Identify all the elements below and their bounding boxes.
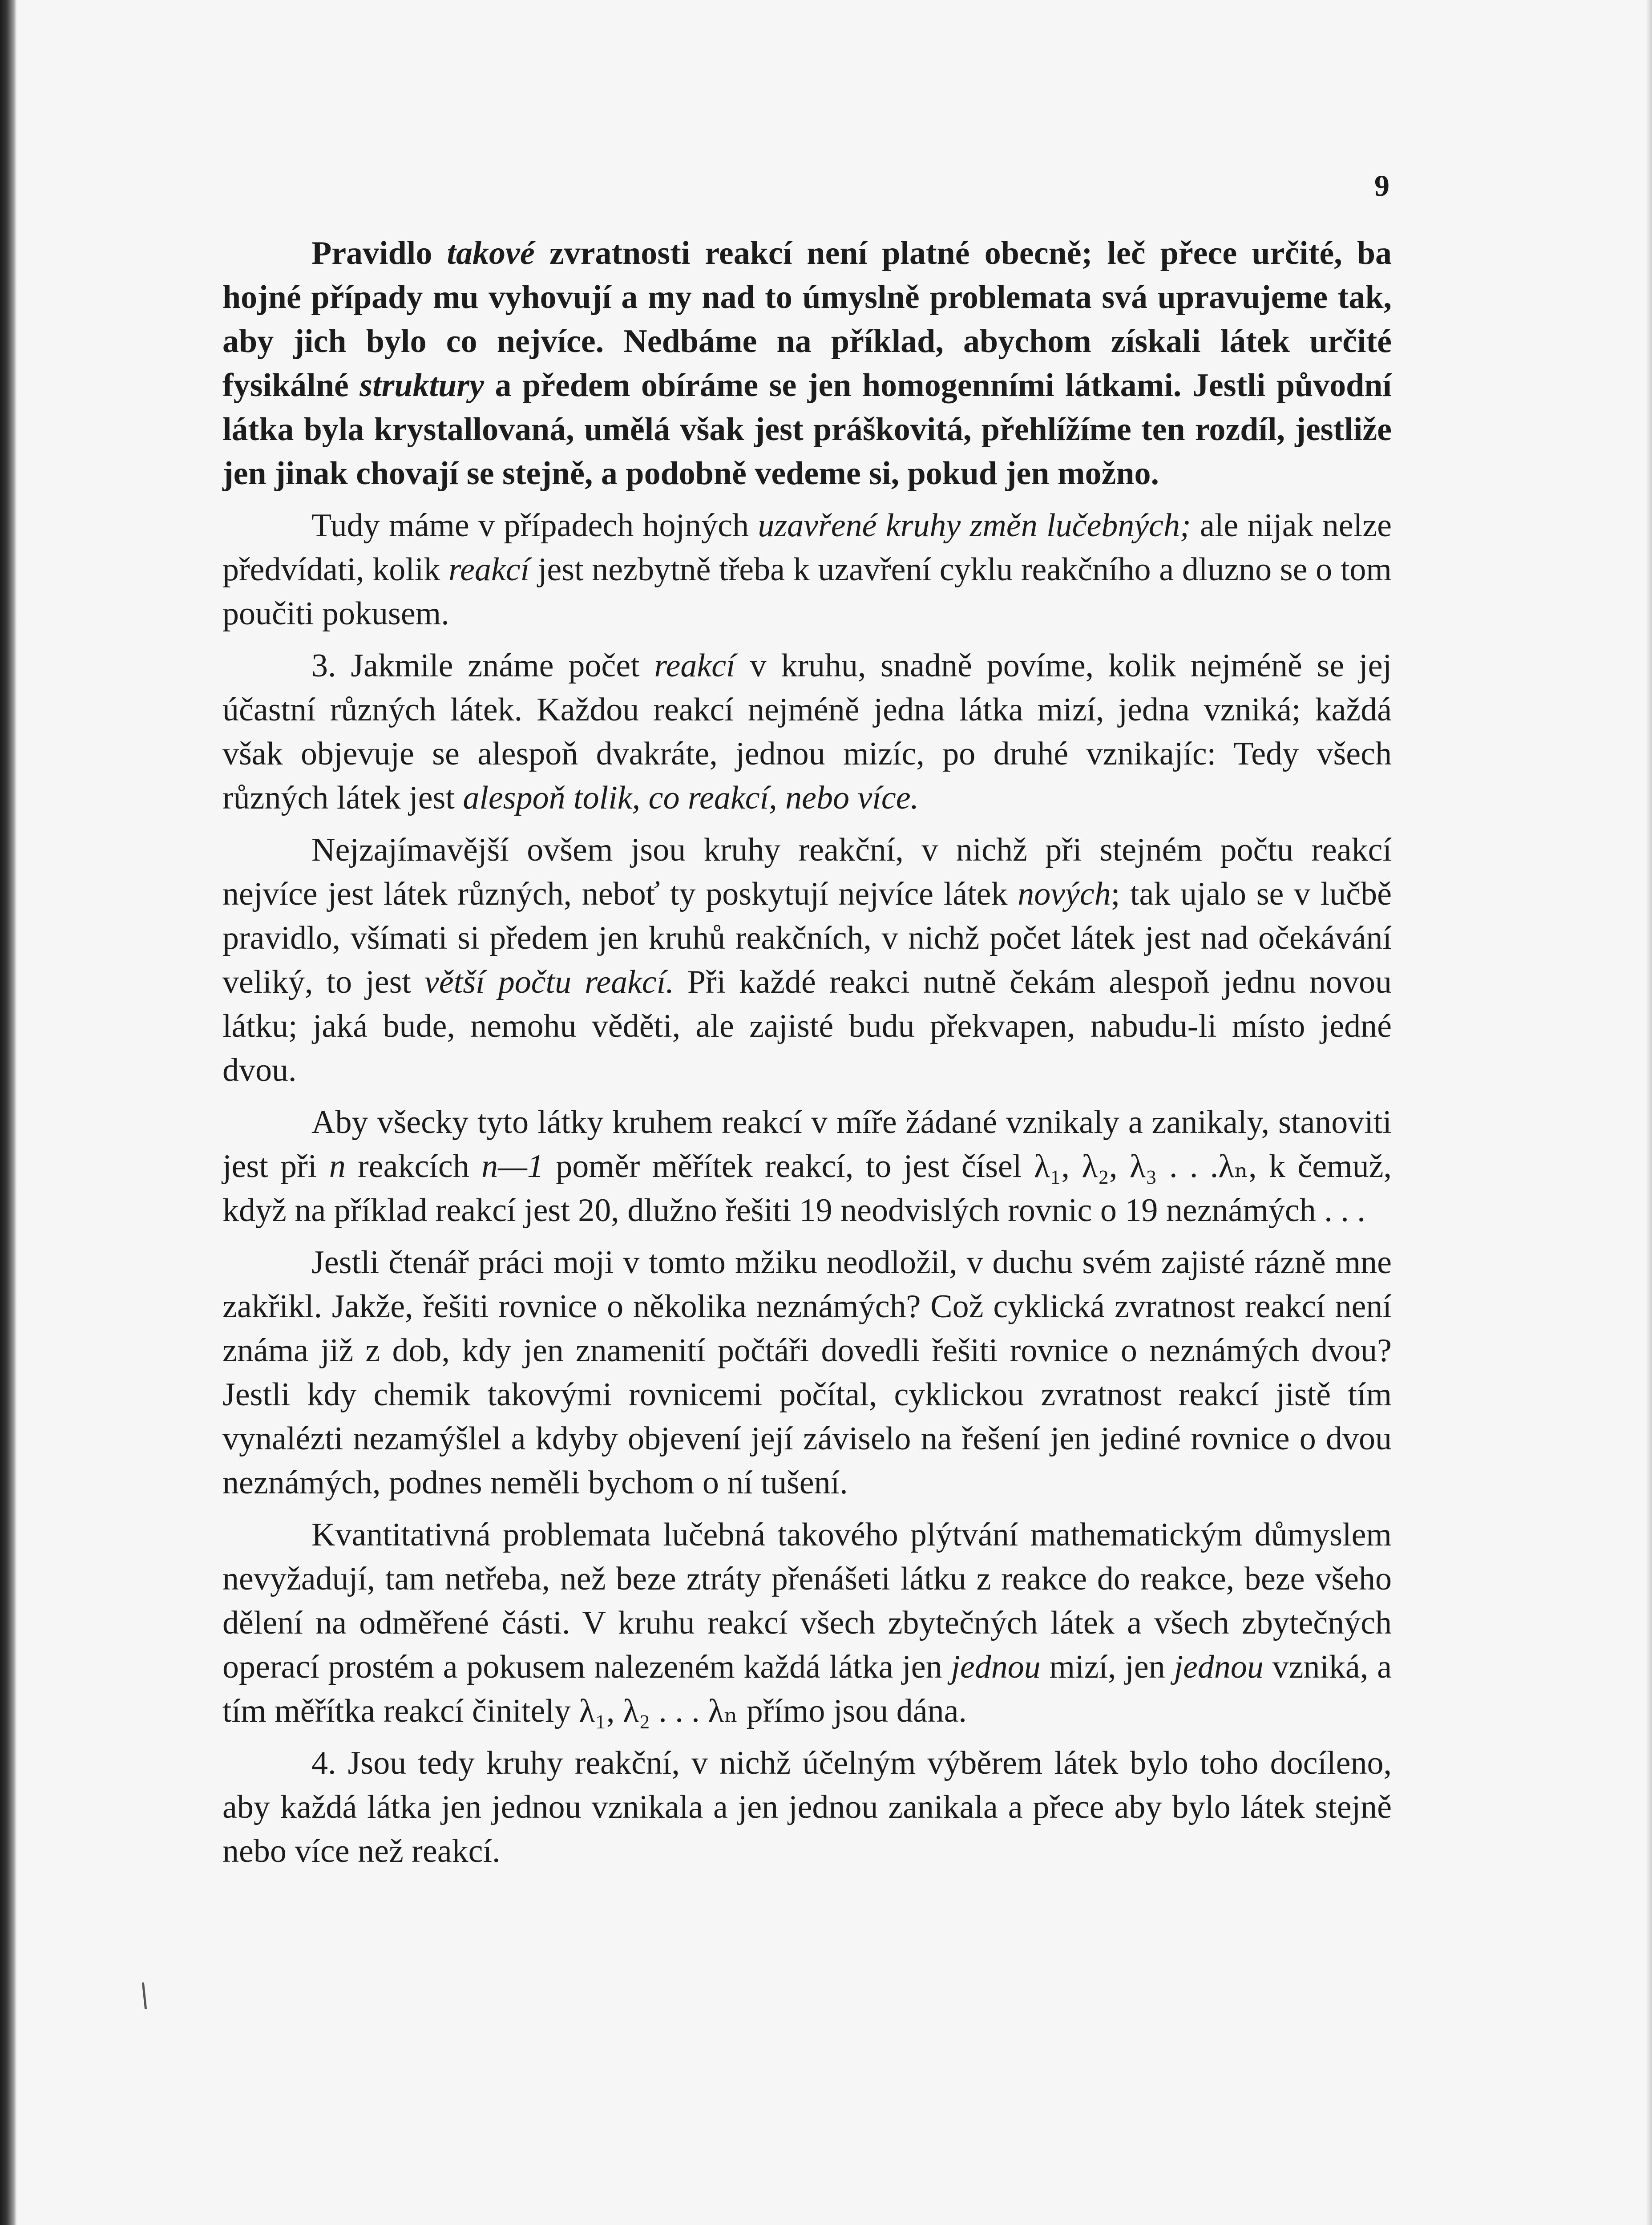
text-run: Aby všecky tyto látky kruhem reakcí v míře žádané vznikaly a zanikaly, stanoviti jest při — [222, 1104, 1392, 1185]
page-number: 9 — [1374, 169, 1389, 202]
text-run: poměr měřítek reakcí, to jest čísel λ₁, λ₂, λ₃ . . .λₙ, k čemuž, když na příklad reakcí jest 20, dlužno řešiti 19 neodvislých rovnic o 19 neznámých . . . — [222, 1148, 1392, 1229]
paragraph — [222, 1741, 1392, 1873]
italic-run: takové — [447, 235, 535, 271]
text-run: v kruhu, snadně povíme, kolik nejméně se jej účastní různých látek. Každou reakcí nejméně jedna látka mizí, jedna vzniká; každá však objevuje se alespoň dvakráte, jednou mizíc, po druhé vznikajíc: Tedy všech různých látek jest — [222, 647, 1392, 816]
paragraph — [222, 1513, 1392, 1733]
text-run: Jestli čtenář práci moji v tomto mžiku neodložil, v duchu svém zajisté rázně mne zakřikl. Jakže, řešiti rovnice o několika neznámých? Což cyklická zvratnost reakcí není známa již z dob, kdy jen znamenití počtáři dovedli řešiti rovnice o neznámých dvou? Jestli kdy chemik takovými rovnicemi počítal, cyklickou zvratnost reakcí jistě tím vynalézti nezamýšlel a kdyby objevení její záviselo na řešení jen jediné rovnice o dvou neznámých, podnes neměli bychom o ní tušení. — [222, 1244, 1392, 1501]
italic-run: reakcí — [448, 551, 530, 588]
italic-run: uzavřené kruhy změn lučebných; — [758, 507, 1191, 544]
text-run: Pravidlo — [311, 235, 447, 271]
paragraph — [222, 828, 1392, 1092]
text-run: 3. Jakmile známe počet — [311, 647, 654, 684]
text-run: jest nezbytně třeba k uzavření cyklu reakčního a dluzno se o tom poučiti pokusem. — [222, 551, 1392, 632]
text-run: Kvantitativná problemata lučebná takového plýtvání mathematickým důmyslem nevyžadují, tam netřeba, než beze ztráty přenášeti látku z reakce do reakce, beze všeho dělení na odměřené části. V kruhu reakcí všech zbytečných látek a všech zbytečných operací prostém a pokusem nalezeném každá látka jen — [222, 1517, 1392, 1685]
text-run: zvratnosti reakcí není platné obecně; leč přece určité, ba hojné případy mu vyhovují a my nad to úmyslně problemata svá upravujeme tak, aby jich bylo co nejvíce. Nedbáme na příklad, abychom získali látek určité fysikálné — [222, 235, 1392, 404]
text-run: 4. Jsou tedy kruhy reakční, v nichž účelným výběrem látek bylo toho docíleno, aby každá látka jen jednou vznikala a jen jednou zanikala a přece aby bylo látek stejně nebo více než reakcí. — [222, 1745, 1392, 1869]
italic-run: jednou — [951, 1649, 1041, 1685]
italic-run: n — [329, 1148, 346, 1185]
paragraph — [222, 504, 1392, 636]
paragraph — [222, 1100, 1392, 1233]
italic-run: n—1 — [481, 1148, 544, 1185]
text-run: reakcích — [345, 1148, 482, 1185]
paragraph — [222, 1241, 1392, 1505]
text-run: vzniká, a tím měřítka reakcí činitely λ₁, λ₂ . . . λₙ přímo jsou dána. — [222, 1649, 1392, 1729]
italic-run: alespoň tolik, co reakcí, nebo více. — [463, 780, 919, 816]
text-run: a předem obíráme se jen homogenními látkami. Jestli původní látka byla krystallovaná, umělá však jest práškovitá, přehlížíme ten rozdíl, jestliže jen jinak chovají se stejně, a podobně vedeme si, pokud jen možno. — [222, 367, 1392, 492]
text-run: Při každé reakci nutně čekám alespoň jednu novou látku; jaká bude, nemohu věděti, ale zajisté budu překvapen, nabudu-li místo jedné dvou. — [222, 964, 1392, 1088]
text-run: ; tak ujalo se v lučbě pravidlo, všímati si předem jen kruhů reakčních, v nichž počet látek jest nad očekávání veliký, to jest — [222, 876, 1392, 1000]
italic-run: reakcí — [654, 647, 735, 684]
body-text — [222, 231, 1392, 1873]
italic-run: struktury — [359, 367, 484, 404]
text-run: Tudy máme v případech hojných — [311, 507, 758, 544]
italic-run: jednou — [1174, 1649, 1264, 1685]
italic-run: nových — [1018, 876, 1111, 912]
page-edge-shadow — [1646, 0, 1652, 2225]
italic-run: větší počtu reakcí. — [424, 964, 674, 1000]
paragraph — [222, 644, 1392, 820]
text-run: mizí, jen — [1040, 1649, 1174, 1685]
text-run: Nejzajímavější ovšem jsou kruhy reakční, v nichž při stejném počtu reakcí nejvíce jest látek různých, neboť ty poskytují nejvíce látek — [222, 832, 1392, 912]
page-binding-shadow — [0, 0, 17, 2225]
paragraph — [222, 231, 1392, 496]
text-run: ale nijak nelze předvídati, kolik — [222, 507, 1392, 588]
